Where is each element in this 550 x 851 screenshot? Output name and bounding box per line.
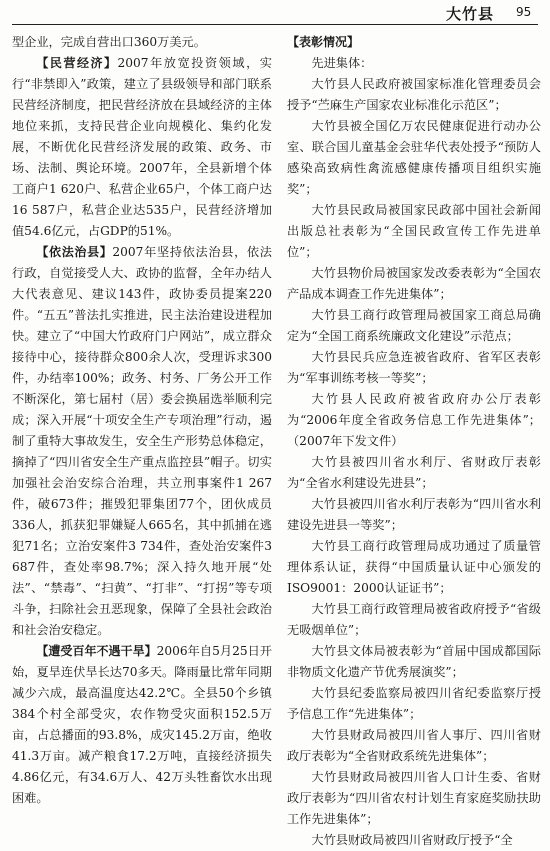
paragraph-text: 大竹县纪委监察局被四川省纪委监察厅授予信息工作“先进集体”； xyxy=(287,686,541,721)
section-label: 【遭受百年不遇干旱】 xyxy=(36,644,157,658)
paragraph xyxy=(287,305,541,347)
paragraph-text: 大竹县被全国亿万农民健康促进行动办公室、联合国儿童基金会驻华代表处授予“预防人感染高致病性禽流感健康传播项目组织实施奖”； xyxy=(287,119,541,196)
paragraph xyxy=(287,74,541,116)
paragraph xyxy=(287,347,541,389)
paragraph xyxy=(12,641,272,809)
paragraph xyxy=(287,725,541,767)
paragraph xyxy=(287,767,541,830)
paragraph xyxy=(287,536,541,599)
paragraph xyxy=(287,641,541,683)
paragraph xyxy=(287,200,541,263)
page-number: 95 xyxy=(516,5,532,19)
paragraph-text: 大竹县工商行政管理局成功通过了质量管理体系认证，获得“中国质量认证中心颁发的ISO9001：2000认证证书”； xyxy=(287,539,541,595)
paragraph-text: 2006年自5月25日开始，夏旱连伏旱长达70多天。降雨量比常年同期减少六成，最高温度达42.2℃。全县50个乡镇384个村全部受灾，农作物受灾面积152.5万亩，占总播面的93.8%，成灾145.2万亩，绝收41.3万亩。减产粮食17.2万吨，直接经济损失4.86亿元，有34.6万人、42万头牲畜饮水出现困难。 xyxy=(12,644,272,805)
paragraph xyxy=(287,683,541,725)
paragraph xyxy=(287,32,541,53)
paragraph xyxy=(12,53,272,242)
paragraph xyxy=(287,830,541,851)
paragraph-text: 大竹县财政局被四川省人事厅、四川省财政厅表彰为“全省财政系统先进集体”； xyxy=(287,728,541,763)
right-column xyxy=(287,32,541,851)
section-label: 【依法治县】 xyxy=(36,245,113,259)
page-header xyxy=(0,0,550,26)
paragraph-text: 先进集体： xyxy=(311,56,373,70)
paragraph-text: 大竹县物价局被国家发改委表彰为“全国农产品成本调查工作先进集体”； xyxy=(287,266,541,301)
paragraph xyxy=(287,452,541,494)
paragraph-text: 型企业，完成自营出口360万美元。 xyxy=(12,35,206,49)
left-column xyxy=(12,32,272,809)
paragraph-text: 大竹县被四川省水利厅、省财政厅表彰为“全省水利建设先进县”； xyxy=(287,455,541,490)
section-label: 【民营经济】 xyxy=(36,56,118,70)
paragraph xyxy=(12,242,272,641)
paragraph xyxy=(287,263,541,305)
paragraph xyxy=(287,494,541,536)
paragraph-text: 大竹县人民政府被省政府办公厅表彰为“2006年度全省政务信息工作先进集体”；（2007年下发文件） xyxy=(287,392,541,448)
header-rule xyxy=(12,24,538,25)
paragraph-text: 大竹县文体局被表彰为“首届中国成都国际非物质文化遗产节优秀展演奖”； xyxy=(287,644,541,679)
running-title: 大竹县 xyxy=(446,5,495,23)
paragraph xyxy=(287,389,541,452)
paragraph xyxy=(287,53,541,74)
paragraph-text: 大竹县民兵应急连被省政府、省军区表彰为“军事训练考核一等奖”； xyxy=(287,350,541,385)
paragraph-text: 大竹县人民政府被国家标准化管理委员会授予“苎麻生产国家农业标准化示范区”； xyxy=(287,77,541,112)
paragraph-text: 大竹县财政局被四川省财政厅授予“全 xyxy=(311,833,513,847)
paragraph-text: 大竹县财政局被四川省人口计生委、省财政厅表彰为“四川省农村计划生育家庭奖励扶助工作先进集体”； xyxy=(287,770,541,826)
section-label: 【表彰情况】 xyxy=(287,35,360,49)
paragraph-text: 大竹县被四川省水利厅表彰为“四川省水利建设先进县一等奖”； xyxy=(287,497,541,532)
paragraph-text: 大竹县工商行政管理局被国家工商总局确定为“全国工商系统廉政文化建设”示范点； xyxy=(287,308,541,343)
paragraph-text: 2007年放宽投资领域，实行“非禁即入”政策，建立了县级领导和部门联系民营经济制度，把民营经济放在县域经济的主体地位来抓，支持民营企业向规模化、集约化发展，不断优化民营经济发展的政策、政务、市场、法制、舆论环境。2007年，全县新增个体工商户1 620户、私营企业65户，个体工商户达16 587户，私营企业达535户，民营经济增加值54.6亿元，占GDP的51%。 xyxy=(12,56,272,238)
paragraph xyxy=(287,116,541,200)
paragraph-text: 大竹县民政局被国家民政部中国社会新闻出版总社表彰为“全国民政宣传工作先进单位”； xyxy=(287,203,541,259)
paragraph xyxy=(12,32,272,53)
paragraph-text: 2007年坚持依法治县，依法行政，自觉接受人大、政协的监督，全年办结人大代表意见、建议143件，政协委员提案220件。“五五”普法扎实推进，民主法治建设进程加快。建立了“中国大竹政府门户网站”，成立群众接待中心，接待群众800余人次，受理诉求300件，办结率100%；政务、村务、厂务公开工作不断深化，第七届村（居）委会换届选举顺利完成；深入开展“十项安全生产专项治理”行动，遏制了重特大事故发生，安全生产形势总体稳定，摘掉了“四川省安全生产重点监控县”帽子。切实加强社会治安综合治理，共立刑事案件1 267件，破673件；摧毁犯罪集团77个，团伙成员336人，抓获犯罪嫌疑人665名，其中抓捕在逃犯71名；立治安案件3 734件，查处治安案件3 687件，查处率98.7%；深入持久地开展“处法”、“禁毒”、“扫黄”、“打非”、“打拐”等专项斗争，扫除社会丑恶现象，保障了全县社会政治和社会治安稳定。 xyxy=(12,245,272,637)
paragraph-text: 大竹县工商行政管理局被省政府授予“省级无吸烟单位”； xyxy=(287,602,541,637)
paragraph xyxy=(287,599,541,641)
